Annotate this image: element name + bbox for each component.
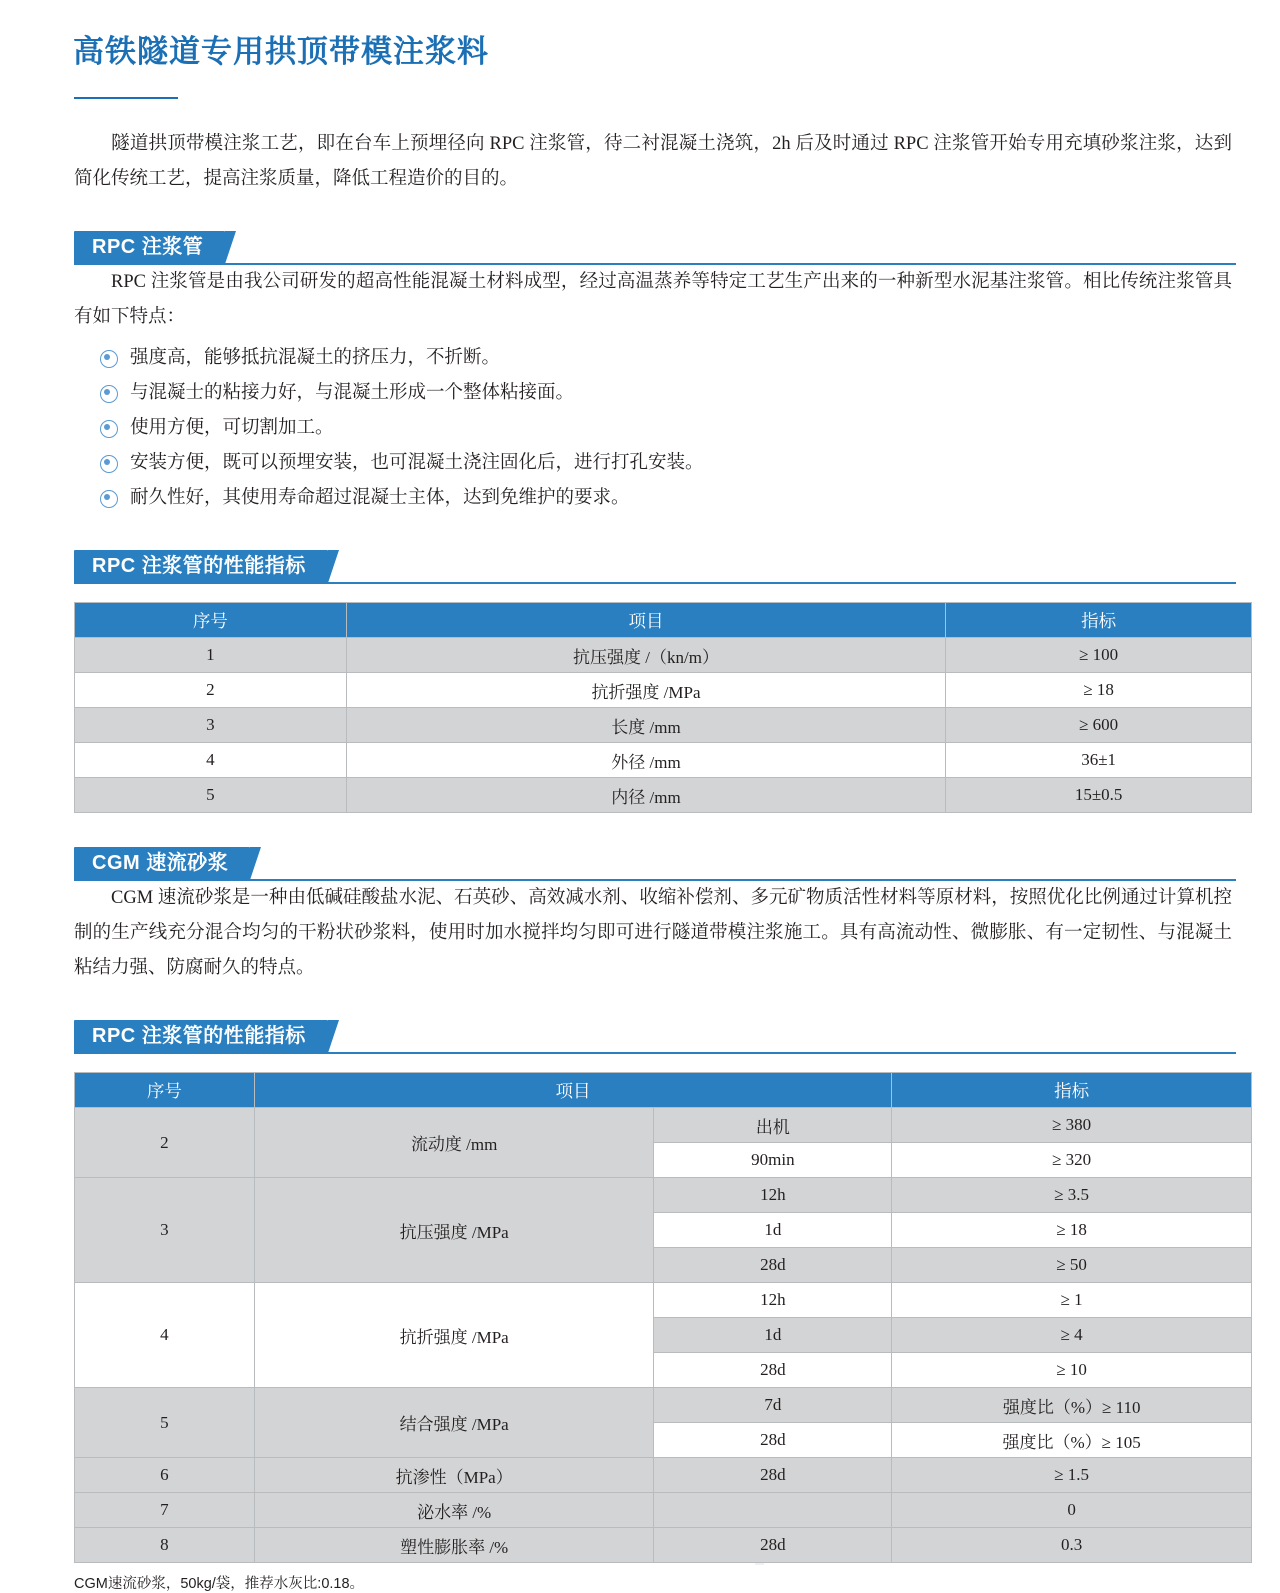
column-header-value: 指标 [892, 1073, 1252, 1108]
rpc-spec-table [74, 602, 1252, 813]
cell-value: 强度比（%）≥ 105 [892, 1423, 1252, 1458]
column-header-item: 项目 [254, 1073, 891, 1108]
cell-value: 0.3 [892, 1528, 1252, 1563]
circle-bullet-icon [100, 420, 118, 438]
table-row [75, 708, 1252, 743]
table-header-row [75, 1073, 1252, 1108]
cgm-text: CGM 速流砂浆是一种由低碱硅酸盐水泥、石英砂、高效减水剂、收缩补偿剂、多元矿物质活性材料等原材料，按照优化比例通过计算机控制的生产线充分混合均匀的干粉状砂浆料，使用时加水搅拌均匀即可进行隧道带模注浆施工。具有高流动性、微膨胀、有一定韧性、与混凝土粘结力强、防腐耐久的特点。 [74, 888, 1232, 978]
rpc-pipe-paragraph [30, 265, 1250, 335]
table-row [75, 1458, 1252, 1493]
table-footnote: CGM速流砂浆，50kg/袋，推荐水灰比:0.18。 [74, 1576, 365, 1592]
table-row [75, 1108, 1252, 1143]
cell-item: 抗折强度 /MPa [346, 673, 945, 708]
cell-value: ≥ 18 [946, 673, 1252, 708]
section-header-rpc-pipe [74, 231, 1250, 265]
cell-item: 抗折强度 /MPa [254, 1283, 654, 1388]
cell-value: ≥ 18 [892, 1213, 1252, 1248]
cell-value: ≥ 3.5 [892, 1178, 1252, 1213]
cell-age: 12h [654, 1178, 892, 1213]
cgm-spec-table [74, 1072, 1252, 1563]
section-header-cgm-spec [74, 1020, 1250, 1054]
circle-bullet-icon [100, 490, 118, 508]
cell-item: 泌水率 /% [254, 1493, 654, 1528]
section-title-cgm-spec: RPC 注浆管的性能指标 [74, 1020, 328, 1053]
cell-value: ≥ 10 [892, 1353, 1252, 1388]
cell-item: 外径 /mm [346, 743, 945, 778]
cell-index: 4 [75, 743, 347, 778]
cell-age: 1d [654, 1318, 892, 1353]
cell-age: 7d [654, 1388, 892, 1423]
cell-index: 5 [75, 778, 347, 813]
cell-index: 2 [75, 673, 347, 708]
list-item-label: 与混凝士的粘接力好，与混凝土形成一个整体粘接面。 [130, 383, 575, 403]
cell-value: ≥ 4 [892, 1318, 1252, 1353]
table-row [75, 743, 1252, 778]
list-item [100, 446, 1250, 481]
list-item-label: 使用方便，可切割加工。 [130, 418, 334, 438]
table-row [75, 638, 1252, 673]
cell-index: 3 [75, 708, 347, 743]
cell-age [654, 1493, 892, 1528]
cell-value: ≥ 1.5 [892, 1458, 1252, 1493]
list-item [100, 481, 1250, 516]
cell-age: 1d [654, 1213, 892, 1248]
list-item [100, 341, 1250, 376]
cell-age: 12h [654, 1283, 892, 1318]
cell-item: 结合强度 /MPa [254, 1388, 654, 1458]
column-header-index: 序号 [75, 1073, 255, 1108]
page-title: 高铁隧道专用拱顶带模注浆料 [73, 34, 489, 69]
table-row [75, 1283, 1252, 1318]
cell-index: 6 [75, 1458, 255, 1493]
cell-index: 1 [75, 638, 347, 673]
section-header-cgm [74, 847, 1250, 881]
section-title-cgm: CGM 速流砂浆 [74, 847, 250, 880]
cell-value: ≥ 320 [892, 1143, 1252, 1178]
list-item [100, 376, 1250, 411]
cell-index: 7 [75, 1493, 255, 1528]
list-item-label: 安装方便，既可以预埋安装，也可混凝土浇注固化后，进行打孔安装。 [130, 453, 704, 473]
cell-item: 抗压强度 /MPa [254, 1178, 654, 1283]
column-header-value: 指标 [946, 603, 1252, 638]
section-title-rpc-pipe: RPC 注浆管 [74, 231, 225, 264]
table-row [75, 1178, 1252, 1213]
cell-item: 抗压强度 /（kn/m） [346, 638, 945, 673]
cgm-paragraph [30, 881, 1250, 986]
table-row [75, 1528, 1252, 1563]
cell-value: ≥ 50 [892, 1248, 1252, 1283]
cell-value: ≥ 1 [892, 1283, 1252, 1318]
table-row [75, 1493, 1252, 1528]
cell-index: 2 [75, 1108, 255, 1178]
cell-value: ≥ 380 [892, 1108, 1252, 1143]
list-item-label: 耐久性好，其使用寿命超过混凝士主体，达到免维护的要求。 [130, 488, 630, 508]
cell-index: 3 [75, 1178, 255, 1283]
circle-bullet-icon [100, 350, 118, 368]
list-item [100, 411, 1250, 446]
cell-item: 内径 /mm [346, 778, 945, 813]
rpc-pipe-feature-list [30, 341, 1250, 516]
cell-value: ≥ 100 [946, 638, 1252, 673]
cell-index: 8 [75, 1528, 255, 1563]
table-row [75, 1388, 1252, 1423]
list-item-label: 强度高，能够抵抗混凝土的挤压力，不折断。 [130, 348, 501, 368]
cell-item: 流动度 /mm [254, 1108, 654, 1178]
column-header-index: 序号 [75, 603, 347, 638]
cell-age: 28d [654, 1528, 892, 1563]
table-row [75, 673, 1252, 708]
table-row [75, 778, 1252, 813]
cell-index: 4 [75, 1283, 255, 1388]
section-rule [74, 263, 1236, 265]
table-header-row [75, 603, 1252, 638]
cell-item: 塑性膨胀率 /% [254, 1528, 654, 1563]
cell-item: 抗渗性（MPa） [254, 1458, 654, 1493]
cell-index: 5 [75, 1388, 255, 1458]
cell-age: 28d [654, 1423, 892, 1458]
circle-bullet-icon [100, 385, 118, 403]
cell-age: 90min [654, 1143, 892, 1178]
intro-paragraph [30, 99, 1250, 197]
intro-text: 隧道拱顶带模注浆工艺，即在台车上预埋径向 RPC 注浆管，待二衬混凝土浇筑，2h 后及时通过 RPC 注浆管开始专用充填砂浆注浆，达到简化传统工艺，提高注浆质量，降低工程造价的目的。 [74, 134, 1232, 189]
cell-age: 28d [654, 1353, 892, 1388]
rpc-pipe-text: RPC 注浆管是由我公司研发的超高性能混凝土材料成型，经过高温蒸养等特定工艺生产出来的一种新型水泥基注浆管。相比传统注浆管具有如下特点： [74, 272, 1232, 327]
circle-bullet-icon [100, 455, 118, 473]
cell-value: 36±1 [946, 743, 1252, 778]
cell-value: 0 [892, 1493, 1252, 1528]
cell-age: 28d [654, 1458, 892, 1493]
section-header-rpc-spec [74, 550, 1250, 584]
cell-age: 28d [654, 1248, 892, 1283]
cell-value: ≥ 600 [946, 708, 1252, 743]
section-title-rpc-spec: RPC 注浆管的性能指标 [74, 550, 328, 583]
column-header-item: 项目 [346, 603, 945, 638]
cell-age: 出机 [654, 1108, 892, 1143]
cell-value: 15±0.5 [946, 778, 1252, 813]
cell-value: 强度比（%）≥ 110 [892, 1388, 1252, 1423]
cell-item: 长度 /mm [346, 708, 945, 743]
